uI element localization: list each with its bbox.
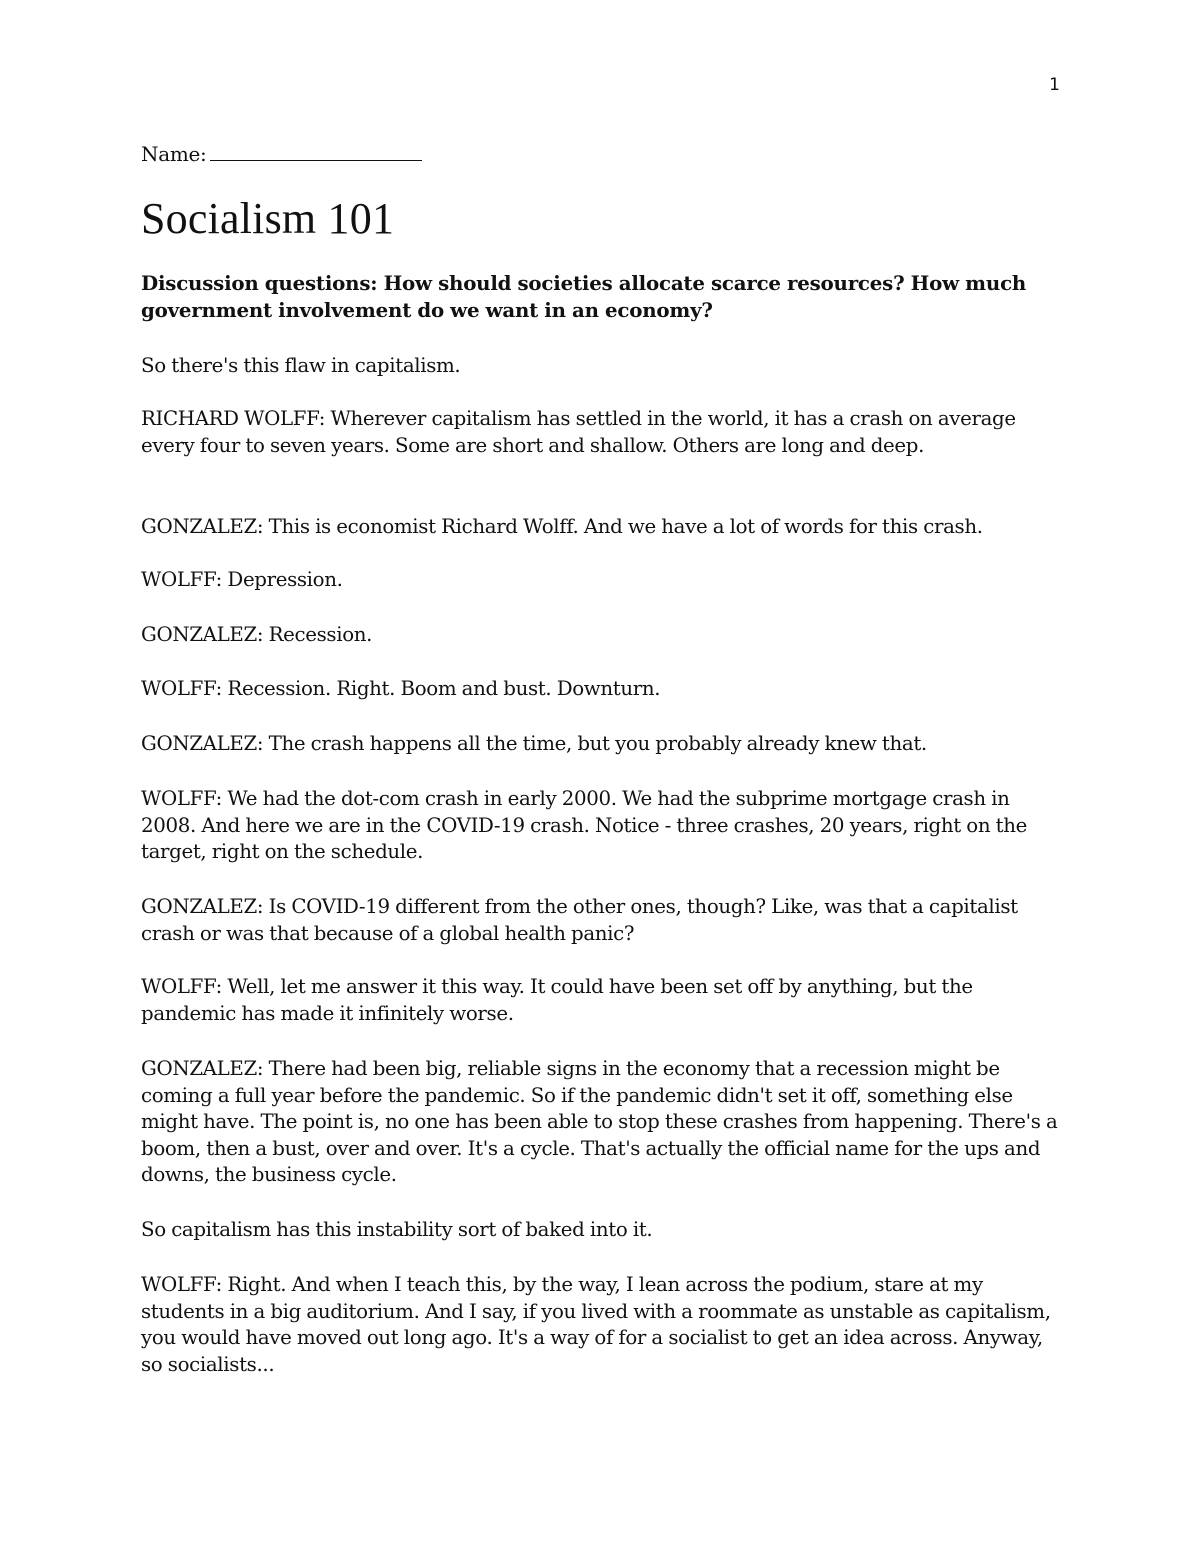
name-label: Name: xyxy=(141,142,207,166)
document-title: Socialism 101 xyxy=(141,194,395,243)
paragraph-9: GONZALEZ: Is COVID-19 different from the other ones, though? Like, was that a capitalist crash or was that because of a global health panic? xyxy=(141,895,1018,945)
paragraph-4: WOLFF: Depression. xyxy=(141,568,343,591)
name-blank-line xyxy=(210,142,422,161)
name-field xyxy=(141,142,422,166)
discussion-questions: Discussion questions: How should societies allocate scarce resources? How much government involvement do we want in an economy? xyxy=(141,271,1027,322)
paragraph-10: WOLFF: Well, let me answer it this way. It could have been set off by anything, but the pandemic has made it infinitely worse. xyxy=(141,975,973,1025)
page-number: 1 xyxy=(1049,75,1060,95)
paragraph-2: RICHARD WOLFF: Wherever capitalism has settled in the world, it has a crash on average every four to seven years. Some are short and shallow. Others are long and deep. xyxy=(141,407,1016,457)
paragraph-8: WOLFF: We had the dot-com crash in early 2000. We had the subprime mortgage crash in 2008. And here we are in the COVID-19 crash. Notice - three crashes, 20 years, right on the target, right on the schedule. xyxy=(141,787,1028,863)
paragraph-12: So capitalism has this instability sort of baked into it. xyxy=(141,1218,653,1241)
paragraph-6: WOLFF: Recession. Right. Boom and bust. Downturn. xyxy=(141,677,661,700)
paragraph-3: GONZALEZ: This is economist Richard Wolff. And we have a lot of words for this crash. xyxy=(141,515,983,538)
paragraph-13: WOLFF: Right. And when I teach this, by the way, I lean across the podium, stare at my students in a big auditorium. And I say, if you lived with a roommate as unstable as capitalism, you would have moved out long ago. It's a way of for a socialist to get an idea across. Anyway, so socialists... xyxy=(141,1273,1051,1376)
paragraph-1: So there's this flaw in capitalism. xyxy=(141,354,461,377)
paragraph-5: GONZALEZ: Recession. xyxy=(141,623,373,646)
paragraph-11: GONZALEZ: There had been big, reliable signs in the economy that a recession might be coming a full year before the pandemic. So if the pandemic didn't set it off, something else might have. The point is, no one has been able to stop these crashes from happening. There's a boom, then a bust, over and over. It's a cycle. That's actually the official name for the ups and downs, the business cycle. xyxy=(141,1057,1058,1186)
paragraph-7: GONZALEZ: The crash happens all the time, but you probably already knew that. xyxy=(141,732,927,755)
